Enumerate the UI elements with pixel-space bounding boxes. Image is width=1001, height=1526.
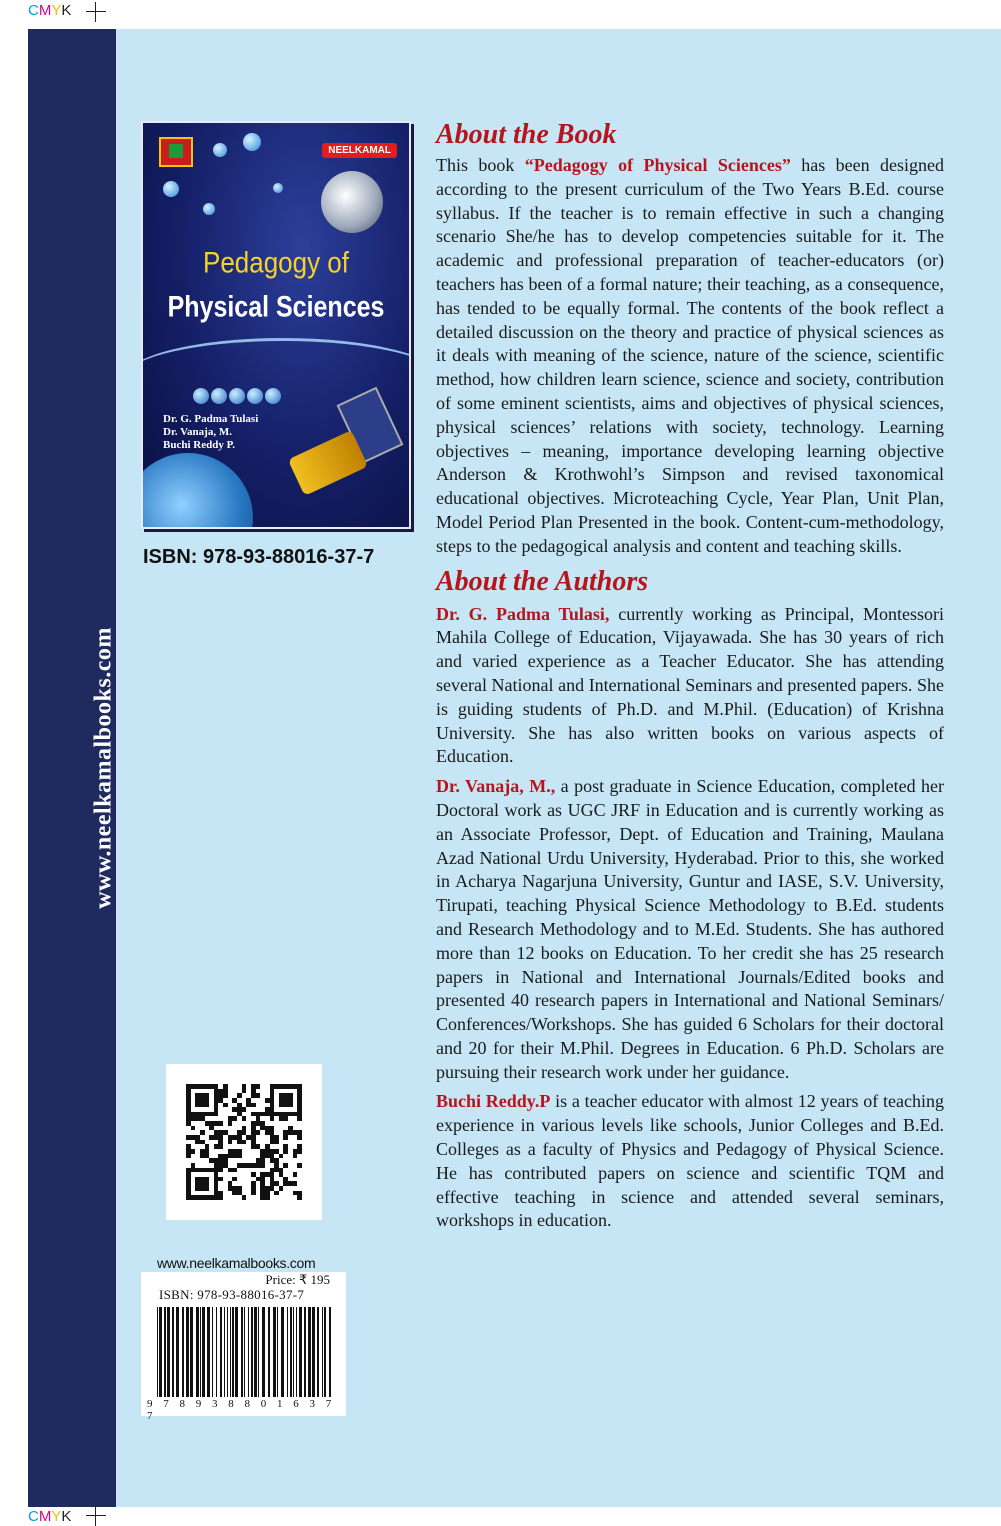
author-name: Buchi Reddy.P	[436, 1091, 551, 1112]
barcode-bar	[254, 1307, 257, 1397]
barcode-bar	[167, 1307, 170, 1397]
barcode-bar	[251, 1307, 253, 1397]
barcode-bar	[220, 1307, 222, 1397]
barcode-digits: 9 7 8 9 3 8 8 0 1 6 3 7 7	[147, 1398, 336, 1422]
barcode-bar	[200, 1307, 201, 1397]
barcode-bar	[176, 1307, 179, 1397]
molecule-icon	[163, 181, 179, 197]
barcode-bar	[273, 1307, 276, 1397]
barcode-bar	[186, 1307, 189, 1397]
earth-icon	[141, 453, 253, 529]
barcode-bar	[258, 1307, 259, 1397]
barcode-bar	[290, 1307, 292, 1397]
cover-authors: Dr. G. Padma Tulasi Dr. Vanaja, M. Buchi Reddy P.	[163, 413, 259, 451]
barcode-bar	[262, 1307, 265, 1397]
barcode-icon	[157, 1307, 335, 1397]
barcode-bar	[304, 1307, 306, 1397]
barcode-bar	[216, 1307, 217, 1397]
barcode-bar	[299, 1307, 302, 1397]
molecule-icon	[273, 183, 283, 193]
barcode-bar	[196, 1307, 199, 1397]
price-label: Price: ₹ 195	[265, 1272, 330, 1287]
barcode-bar	[244, 1307, 245, 1397]
barcode-bar	[207, 1307, 210, 1397]
about-authors-heading: About the Authors	[436, 565, 649, 597]
author-name: Dr. G. Padma Tulasi,	[436, 603, 610, 624]
barcode-bar	[322, 1307, 323, 1397]
qr-code	[166, 1064, 322, 1220]
barcode-box	[141, 1272, 346, 1422]
barcode-bar	[293, 1307, 294, 1397]
barcode-bar	[235, 1307, 238, 1397]
barcode-bar	[230, 1307, 231, 1397]
barcode-bar	[172, 1307, 174, 1397]
space-device-icon	[321, 171, 383, 233]
barcode-bar	[324, 1307, 326, 1397]
isbn-label: ISBN: 978-93-88016-37-7	[143, 546, 375, 568]
author-bio: Dr. G. Padma Tulasi, currently working as Principal, Montessori Mahila College of Education, Vijayawada. She has 30 years of rich and varied experience as a Teacher Educator. She has attending several National and International Seminars and presented papers. She is guiding students of Ph.D. and M.Phil. (Education) of Krishna University. She has also written books on various aspects of Education.	[436, 603, 944, 767]
cover-title-line2: Physical Sciences	[167, 290, 385, 324]
crop-mark-bottom	[86, 1506, 106, 1526]
barcode-bar	[329, 1307, 331, 1397]
barcode-bar	[287, 1307, 288, 1397]
book-title-highlight: “Pedagogy of Physical Sciences”	[524, 155, 791, 175]
author-bio: Buchi Reddy.P is a teacher educator with almost 12 years of teaching experience in various levels like schools, Junior Colleges and B.Ed. Colleges as a faculty of Physics and Pedagogy of Physical Science. He has contributed papers on science and scientific TQM and effective teaching in science and attended several seminars, workshops in education.	[436, 1091, 944, 1231]
publisher-logo-icon	[159, 137, 193, 167]
barcode-bar	[268, 1307, 270, 1397]
cmyk-registration-bottom: CMYK	[28, 1508, 72, 1525]
barcode-bar	[212, 1307, 213, 1397]
barcode-bar	[232, 1307, 234, 1397]
molecule-icon	[243, 133, 261, 151]
about-book-heading: About the Book	[436, 119, 617, 150]
author-name: Dr. Vanaja, M.,	[436, 776, 556, 797]
barcode-bar	[248, 1307, 249, 1397]
barcode-bar	[224, 1307, 225, 1397]
barcode-bar	[182, 1307, 184, 1397]
barcode-bar	[202, 1307, 205, 1397]
barcode-bar	[157, 1307, 158, 1397]
molecule-icon	[213, 143, 227, 157]
barcode-bar	[190, 1307, 193, 1397]
barcode-bar	[296, 1307, 297, 1397]
front-cover-thumbnail	[141, 121, 411, 529]
barcode-bar	[164, 1307, 166, 1397]
back-cover-text	[436, 116, 944, 1233]
crop-mark-top	[86, 2, 106, 22]
satellite-icon	[288, 430, 368, 496]
cover-title-line1: Pedagogy of	[202, 244, 349, 280]
barcode-bar	[308, 1307, 311, 1397]
cmyk-registration-top: CMYK	[28, 2, 72, 19]
price-barcode-block	[141, 1255, 346, 1422]
barcode-bar	[317, 1307, 319, 1397]
qr-code-icon	[186, 1084, 302, 1200]
barcode-bar	[241, 1307, 243, 1397]
barcode-isbn: ISBN: 978-93-88016-37-7	[159, 1287, 305, 1302]
publisher-badge: NEELKAMAL	[322, 143, 397, 158]
barcode-bar	[159, 1307, 162, 1397]
barcode-website-url: www.neelkamalbooks.com	[157, 1255, 316, 1271]
barcode-bar	[312, 1307, 315, 1397]
about-book-paragraph: This book “Pedagogy of Physical Sciences” has been designed according to the present curriculum of the Two Years B.Ed. course syllabus. If the teacher is to remain effective in such a changing scenario She/he has to develop competencies suitable for it. The academic and professional preparation of teacher-educators (or) teachers has been of a formal nature; their teaching, as a consequence, has tended to be equally formal. The contents of the book reflect a detailed discussion on the theory and practice of physical sciences as it deals with meaning of the science, nature of the science, scientific method, how children learn science, science and society, contribution of some eminent scientists, aims and objectives of physical sciences, physical sciences’ relations with society, technology. Learning objectives – meaning, importance developing learning objective Anderson & Krothwohl’s Simpson and revised taxonomical educational objectives. Microteaching Cycle, Year Plan, Unit Plan, Model Period Plan Presented in the book. Content-cum-methodology, steps to the pedagogical analysis and content and teaching skills.	[436, 155, 944, 556]
author-bio: Dr. Vanaja, M., a post graduate in Science Education, completed her Doctoral work as UGC JRF in Education and is currently working as an Associate Professor, Dept. of Education and Training, Maulana Azad National Urdu University, Hyderabad. Prior to this, she worked in Acharya Nagarjuna University, Guntur and IASE, S.V. University, Tirupati, teaching Physical Science Methodology to B.Ed. students and Research Methodology and to M.Ed. Students. She has authored more than 12 books on Education. To her credit she has 25 research papers in National and International Journals/Edited books and presented 40 research papers in International and National Seminars/ Conferences/Workshops. She has guided 6 Scholars for their doctoral and 20 for their M.Phil. Degrees in Education. 6 Ph.D. Scholars are pursuing their research work under her guidance.	[436, 776, 945, 1082]
molecule-icon	[203, 203, 215, 215]
barcode-bar	[277, 1307, 278, 1397]
barcode-bar	[281, 1307, 284, 1397]
spine-website-url: www.neelkamalbooks.com	[90, 627, 117, 909]
barcode-bar	[227, 1307, 228, 1397]
